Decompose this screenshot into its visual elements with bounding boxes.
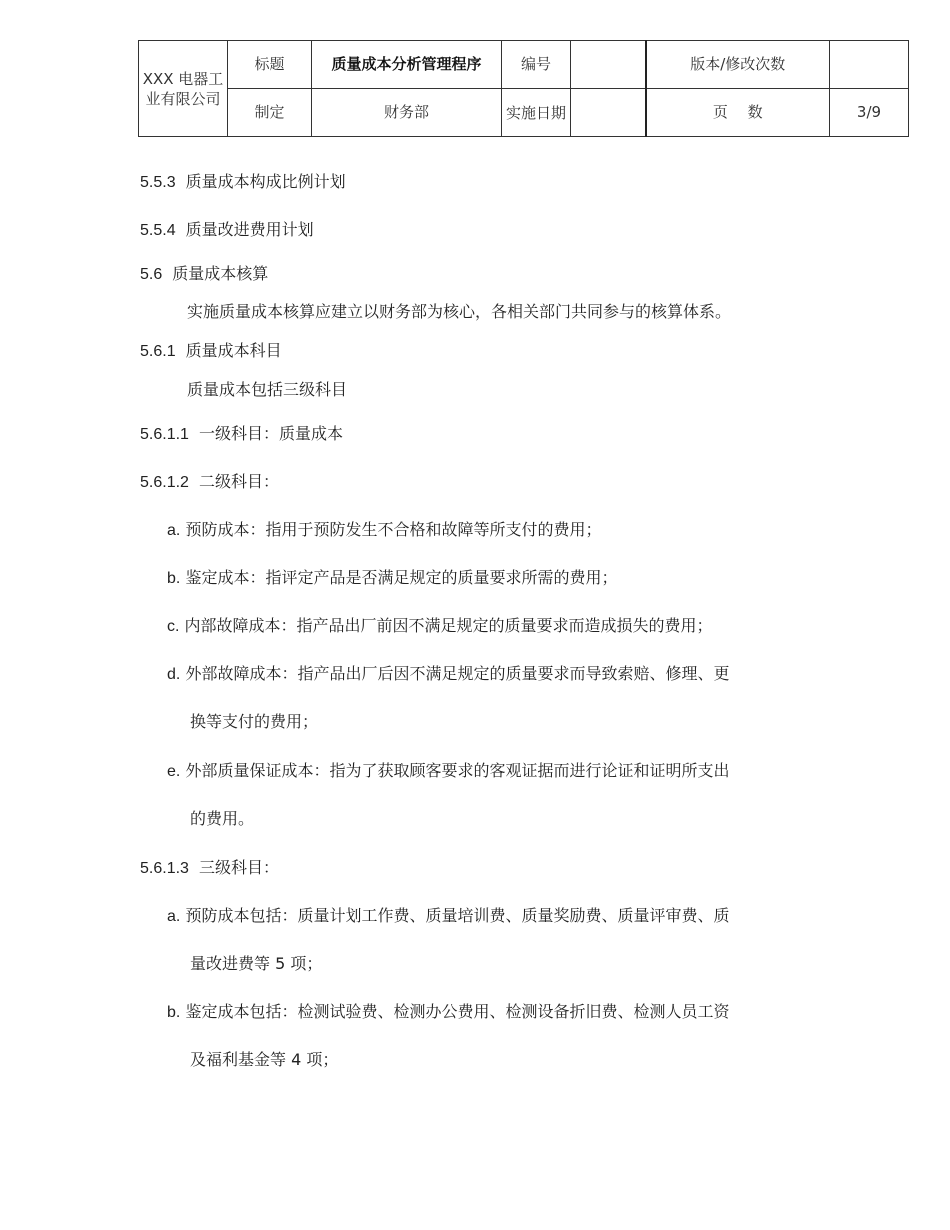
paragraph-accounting-system: 实施质量成本核算应建立以财务部为核心，各相关部门共同参与的核算体系。	[187, 302, 732, 321]
section-5-6-1-3	[140, 855, 279, 878]
list-item-continuation: 量改进费等 5 项；	[190, 954, 323, 973]
version-label: 版本/修改次数	[646, 41, 830, 89]
section-5-6	[140, 261, 268, 284]
code-label: 编号	[502, 41, 571, 89]
date-label: 实施日期	[502, 89, 571, 137]
document-title: 质量成本分析管理程序	[312, 41, 502, 89]
section-title: 质量成本构成比例计划	[185, 172, 346, 191]
list-item	[167, 565, 617, 588]
list-item	[167, 661, 729, 684]
page-number: 3/9	[830, 89, 909, 137]
section-5-5-4	[140, 217, 314, 240]
section-title: 质量成本科目	[185, 341, 282, 360]
code-value	[571, 41, 646, 89]
section-number: 5.6	[140, 266, 163, 283]
date-value	[571, 89, 646, 137]
document-header-table	[138, 40, 909, 137]
list-marker: e.	[167, 763, 181, 780]
list-item	[167, 999, 729, 1022]
list-text: 外部质量保证成本：指为了获取顾客要求的客观证据而进行论证和证明所支出	[185, 761, 730, 780]
paragraph-three-levels: 质量成本包括三级科目	[187, 380, 348, 399]
list-item	[167, 517, 601, 540]
list-marker: c.	[167, 618, 180, 635]
list-text: 鉴定成本包括：检测试验费、检测办公费用、检测设备折旧费、检测人员工资	[185, 1002, 730, 1021]
version-value	[830, 41, 909, 89]
section-number: 5.6.1.3	[140, 860, 189, 877]
list-marker: b.	[167, 570, 181, 587]
list-marker: a.	[167, 908, 181, 925]
list-text: 预防成本包括：质量计划工作费、质量培训费、质量奖励费、质量评审费、质	[185, 906, 730, 925]
list-item	[167, 613, 713, 636]
section-5-6-1-1	[140, 421, 343, 444]
company-name: XXX 电器工业有限公司	[139, 41, 228, 137]
title-label: 标题	[228, 41, 312, 89]
section-5-5-3	[140, 169, 346, 192]
pages-label: 页 数	[646, 89, 830, 137]
list-text: 外部故障成本：指产品出厂后因不满足规定的质量要求而导致索赔、修理、更	[185, 664, 730, 683]
section-number: 5.5.3	[140, 174, 176, 191]
list-text: 内部故障成本：指产品出厂前因不满足规定的质量要求而造成损失的费用；	[184, 616, 713, 635]
section-5-6-1-2	[140, 469, 279, 492]
section-title: 质量改进费用计划	[185, 220, 314, 239]
list-marker: a.	[167, 522, 181, 539]
section-title: 二级科目：	[198, 472, 279, 491]
list-text: 预防成本：指用于预防发生不合格和故障等所支付的费用；	[185, 520, 602, 539]
section-title: 三级科目：	[198, 858, 279, 877]
list-marker: b.	[167, 1004, 181, 1021]
made-by-department: 财务部	[312, 89, 502, 137]
list-item	[167, 758, 729, 781]
list-text: 鉴定成本：指评定产品是否满足规定的质量要求所需的费用；	[185, 568, 618, 587]
list-item	[167, 903, 729, 926]
section-title: 质量成本核算	[172, 264, 269, 283]
section-number: 5.6.1.1	[140, 426, 189, 443]
section-title: 一级科目：质量成本	[198, 424, 343, 443]
list-item-continuation: 的费用。	[190, 809, 255, 828]
section-number: 5.6.1.2	[140, 474, 189, 491]
list-item-continuation: 及福利基金等 4 项；	[190, 1050, 339, 1069]
section-number: 5.5.4	[140, 222, 176, 239]
section-5-6-1	[140, 338, 282, 361]
list-item-continuation: 换等支付的费用；	[190, 712, 319, 731]
list-marker: d.	[167, 666, 181, 683]
made-label: 制定	[228, 89, 312, 137]
section-number: 5.6.1	[140, 343, 176, 360]
